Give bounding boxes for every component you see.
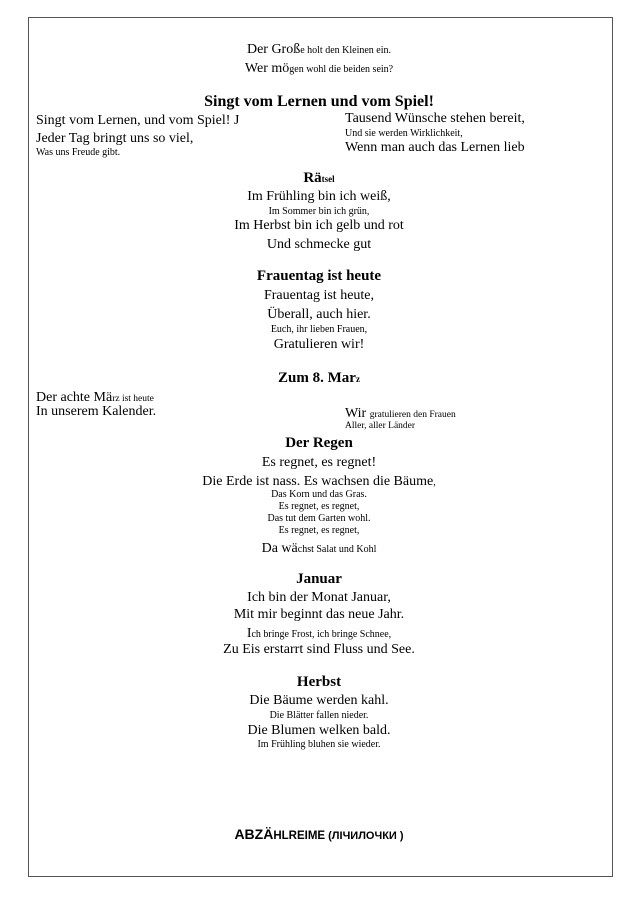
poem1-left-line-3: Was uns Freude gibt. xyxy=(36,147,121,158)
poem5-line-3: Das Korn und das Gras. xyxy=(271,489,367,500)
footer-title: ABZÄHLREIME (ЛІЧИЛОЧКИ ) xyxy=(234,826,404,842)
intro-line-1: Der Große holt den Kleinen ein. xyxy=(246,42,392,57)
poem6-line-3: Ich bringe Frost, ich bringe Schnee, xyxy=(246,626,392,641)
poem5-line-1: Es regnet, es regnet! xyxy=(261,455,377,470)
poem-title-herbst: Herbst xyxy=(296,674,342,690)
poem5-line-5: Das tut dem Garten wohl. xyxy=(267,513,371,524)
poem2-line-4: Und schmecke gut xyxy=(266,237,372,252)
poem1-right-line-2: Und sie werden Wirklichkeit, xyxy=(345,128,463,139)
poem3-line-1: Frauentag ist heute, xyxy=(263,288,375,303)
poem-title-singt: Singt vom Lernen und vom Spiel! xyxy=(204,93,434,110)
poem2-line-1: Im Frühling bin ich weiß, xyxy=(247,189,391,204)
poem-title-januar: Januar xyxy=(296,571,342,587)
poem7-line-3: Die Blumen welken bald. xyxy=(247,723,391,738)
poem7-line-4: Im Frühling bluhen sie wieder. xyxy=(257,739,381,750)
poem2-line-3: Im Herbst bin ich gelb und rot xyxy=(234,218,404,233)
poem5-line-4: Es regnet, es regnet, xyxy=(278,501,360,512)
poem6-line-4: Zu Eis erstarrt sind Fluss und See. xyxy=(223,642,415,657)
poem1-right-line-3: Wenn man auch das Lernen lieb xyxy=(345,140,525,155)
poem1-left-line-1: Singt vom Lernen, und vom Spiel! J xyxy=(36,113,240,128)
poem1-right-line-1: Tausend Wünsche stehen bereit, xyxy=(345,111,525,126)
poem-title-der-regen: Der Regen xyxy=(285,435,353,451)
poem6-line-1: Ich bin der Monat Januar, xyxy=(247,590,391,605)
poem5-line-2: Die Erde ist nass. Es wachsen die Bäume, xyxy=(202,474,436,489)
poem5-line-6: Es regnet, es regnet, xyxy=(278,525,360,536)
poem-title-frauentag: Frauentag ist heute xyxy=(256,268,382,284)
poem2-line-2: Im Sommer bin ich grün, xyxy=(268,206,370,217)
poem3-line-3: Euch, ihr lieben Frauen, xyxy=(270,324,368,335)
poem-title-zum-8-marz: Zum 8. Marz xyxy=(278,370,360,386)
poem3-line-2: Überall, auch hier. xyxy=(267,307,371,322)
poem7-line-2: Die Blätter fallen nieder. xyxy=(269,710,369,721)
intro-line-2: Wer mögen wohl die beiden sein? xyxy=(244,61,394,76)
poem4-left-line-2: In unserem Kalender. xyxy=(36,404,157,419)
poem6-line-2: Mit mir beginnt das neue Jahr. xyxy=(233,607,405,622)
poem3-line-4: Gratulieren wir! xyxy=(273,337,365,352)
poem5-line-7: Da wächst Salat und Kohl xyxy=(261,541,377,556)
poem-title-raetsel: Rätsel xyxy=(303,170,335,186)
poem4-right-line-1: Wir gratulieren den Frauen xyxy=(345,406,456,421)
poem1-left-line-2: Jeder Tag bringt uns so viel, xyxy=(36,131,194,146)
poem7-line-1: Die Bäume werden kahl. xyxy=(249,693,389,708)
poem4-right-line-2: Aller, aller Länder xyxy=(345,421,416,431)
poem4-left-line-1: Der achte März ist heute xyxy=(36,390,154,405)
